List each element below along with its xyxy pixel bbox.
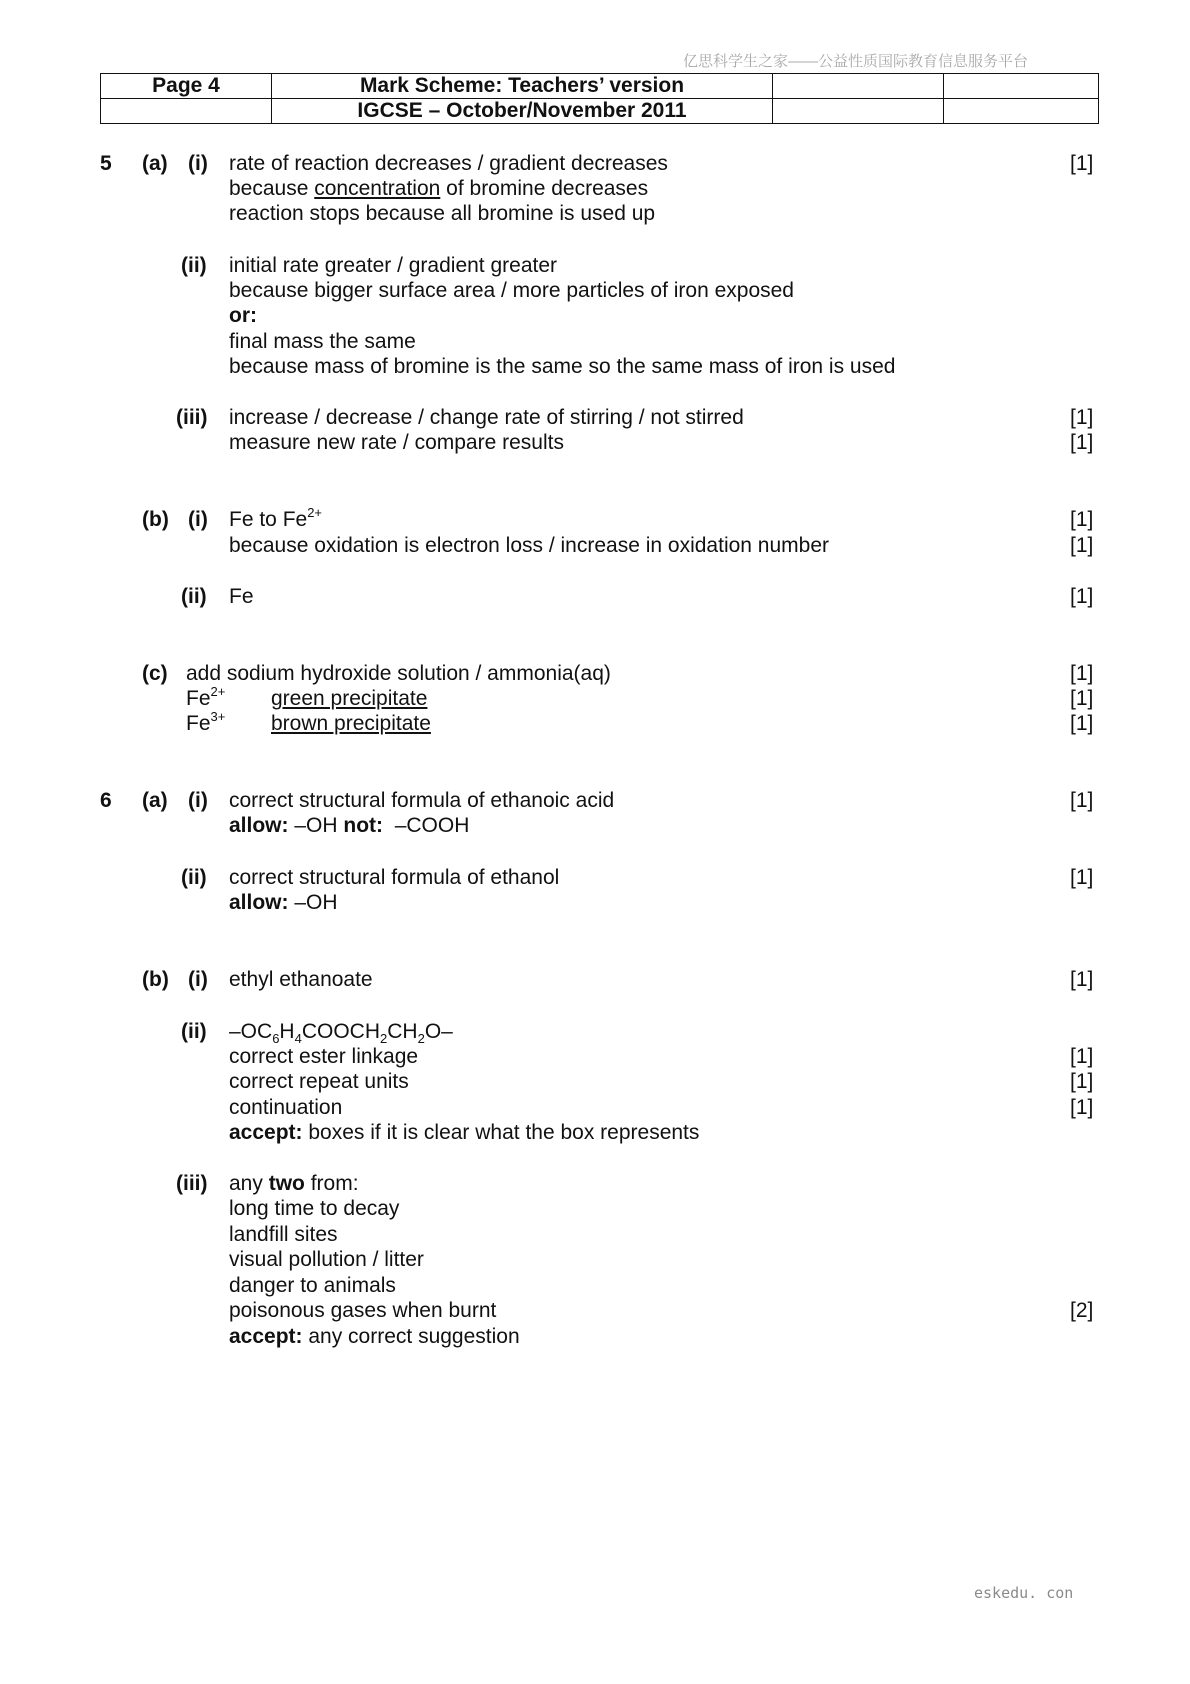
header-empty-cell [773, 99, 944, 124]
answer-line: reaction stops because all bromine is used up [229, 202, 656, 225]
subpart-label: (iii) [176, 406, 208, 429]
header-empty-cell [101, 99, 272, 124]
header-subtitle: IGCSE – October/November 2011 [272, 99, 773, 124]
footer-text: eskedu. con [974, 1584, 1074, 1602]
mark: [1] [1070, 534, 1094, 557]
part-label: (a) [142, 789, 168, 812]
underlined-term: concentration [314, 177, 441, 200]
list-item: danger to animals [229, 1274, 396, 1297]
or-label: or: [229, 304, 257, 327]
header-empty-cell [944, 74, 1099, 99]
answer-line: add sodium hydroxide solution / ammonia(aq) [186, 662, 611, 685]
answer-line: correct structural formula of ethanoic acid [229, 789, 615, 812]
subpart-label: (iii) [176, 1172, 208, 1195]
answer-line: because oxidation is electron loss / increase in oxidation number [229, 534, 830, 557]
list-item: poisonous gases when burnt [229, 1299, 497, 1322]
answer-line: measure new rate / compare results [229, 431, 564, 454]
answer-line: initial rate greater / gradient greater [229, 254, 558, 277]
allow-note: allow: –OH [229, 891, 338, 914]
header-page: Page 4 [101, 74, 272, 99]
mark: [1] [1070, 152, 1094, 175]
mark: [1] [1070, 431, 1094, 454]
answer-line: because concentration of bromine decreases [229, 177, 649, 200]
list-item: visual pollution / litter [229, 1248, 424, 1271]
mark: [1] [1070, 662, 1094, 685]
ion-label: $Fe^{3+}$ [186, 709, 226, 735]
mark: [1] [1070, 789, 1094, 812]
subpart-label: (ii) [181, 1020, 207, 1043]
watermark-text: 亿思科学生之家——公益性质国际教育信息服务平台 [683, 53, 1029, 70]
answer-line: Fe to $Fe^{2+}$ [229, 505, 323, 531]
header-table [100, 73, 1099, 124]
question-number: 5 [100, 152, 112, 175]
answer-line: Fe [229, 585, 254, 608]
test-result: green precipitate [271, 687, 428, 710]
question-number: 6 [100, 789, 112, 812]
test-result: brown precipitate [271, 712, 431, 735]
mark: [1] [1070, 1045, 1094, 1068]
part-label: (b) [142, 508, 169, 531]
header-empty-cell [773, 74, 944, 99]
mark: [1] [1070, 1070, 1094, 1093]
answer-line: continuation [229, 1096, 343, 1119]
polymer-formula: $-OC_6H_4COOCH_2CH_2O-$ [229, 1020, 453, 1047]
part-label: (a) [142, 152, 168, 175]
answer-line: final mass the same [229, 330, 416, 353]
answer-line: ethyl ethanoate [229, 968, 373, 991]
header-empty-cell [944, 99, 1099, 124]
allow-note: allow: –OH not: –COOH [229, 814, 470, 837]
accept-note: accept: boxes if it is clear what the box represents [229, 1121, 700, 1144]
part-label: (c) [142, 662, 168, 685]
answer-line: increase / decrease / change rate of stirring / not stirred [229, 406, 744, 429]
mark: [1] [1070, 1096, 1094, 1119]
answer-line: rate of reaction decreases / gradient decreases [229, 152, 668, 175]
subpart-label: (i) [188, 789, 208, 812]
answer-line: any two from: [229, 1172, 359, 1195]
mark: [1] [1070, 968, 1094, 991]
subpart-label: (ii) [181, 866, 207, 889]
answer-line: correct repeat units [229, 1070, 409, 1093]
answer-line: because bigger surface area / more particles of iron exposed [229, 279, 794, 302]
answer-line: because mass of bromine is the same so the same mass of iron is used [229, 355, 896, 378]
mark: [1] [1070, 585, 1094, 608]
ion-label: $Fe^{2+}$ [186, 684, 226, 710]
subpart-label: (i) [188, 968, 208, 991]
mark: [2] [1070, 1299, 1094, 1322]
mark: [1] [1070, 406, 1094, 429]
mark: [1] [1070, 508, 1094, 531]
subpart-label: (i) [188, 152, 208, 175]
mark: [1] [1070, 866, 1094, 889]
header-title: Mark Scheme: Teachers’ version [272, 74, 773, 99]
subpart-label: (ii) [181, 585, 207, 608]
list-item: long time to decay [229, 1197, 400, 1220]
mark: [1] [1070, 687, 1094, 710]
subpart-label: (ii) [181, 254, 207, 277]
answer-line: correct structural formula of ethanol [229, 866, 560, 889]
answer-line: correct ester linkage [229, 1045, 419, 1068]
accept-note: accept: any correct suggestion [229, 1325, 520, 1348]
part-label: (b) [142, 968, 169, 991]
mark: [1] [1070, 712, 1094, 735]
subpart-label: (i) [188, 508, 208, 531]
list-item: landfill sites [229, 1223, 338, 1246]
